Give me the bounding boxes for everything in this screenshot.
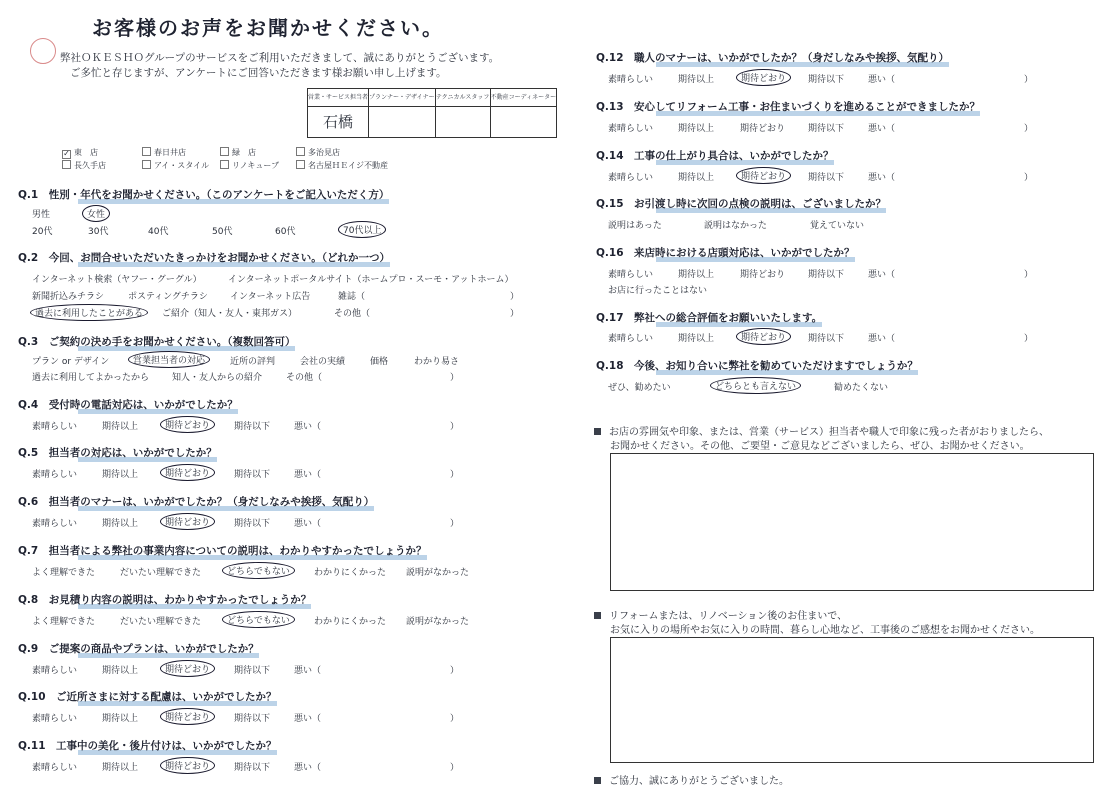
q4-option-as-expected[interactable]: 期待どおり [160,416,215,433]
q5-option-above[interactable]: 期待以上 [102,470,139,480]
q3-option-clarity[interactable]: わかり易さ [414,357,460,367]
checkbox-icon [142,160,151,169]
q2-option-other[interactable]: その他（ [334,309,371,319]
q14-option-excellent[interactable]: 素晴らしい [608,173,654,183]
store-midori[interactable]: 緑 店 [220,147,256,158]
staff-value-sales[interactable]: 石橋 [308,107,369,138]
q15-option-not-explained[interactable]: 説明はなかった [704,221,768,231]
q18-option-recommend[interactable]: ぜひ、勧めたい [608,383,671,393]
q1-question: Q.1 性別・年代をお聞かせください。（このアンケートをご記入いただく方） [18,187,389,204]
q9-option-as-expected[interactable]: 期待どおり [160,660,215,677]
q13-option-above[interactable]: 期待以上 [678,124,715,134]
checkbox-icon [296,160,305,169]
q6-option-bad[interactable]: 悪い（ [294,519,322,529]
page-title: お客様のお声をお聞かせください。 [92,16,444,40]
store-higashi[interactable]: ✓ 東 店 [63,148,98,158]
intro-line-2: ご多忙と存じますが、アンケートにご回答いただきます様お願い申し上げます。 [70,67,447,79]
q6-option-above[interactable]: 期待以上 [102,519,139,529]
q10-option-bad[interactable]: 悪い（ [294,714,322,724]
q2-magazine-close: ） [510,292,520,302]
q14-option-above[interactable]: 期待以上 [678,173,715,183]
q14-option-bad[interactable]: 悪い（ [868,173,896,183]
store-nagoya-realestate[interactable]: 名古屋ＨＥイジ不動産 [296,160,388,171]
q3-option-reputation[interactable]: 近所の評判 [230,357,276,367]
q8-option-none[interactable]: 説明がなかった [406,617,470,627]
q12-bad-close: ） [1024,75,1034,85]
q12-option-bad[interactable]: 悪い（ [868,75,896,85]
q17-option-bad[interactable]: 悪い（ [868,334,896,344]
checkbox-icon [220,147,229,156]
q6-bad-close: ） [450,519,460,529]
q13-question: Q.13 安心してリフォーム工事・お住まいづくりを進めることができましたか？ [596,99,980,116]
q14-option-as-expected[interactable]: 期待どおり [736,167,791,184]
q2-option-search[interactable]: インターネット検索（ヤフー・グーグル） [32,275,202,285]
q17-question: Q.17 弊社への総合評価をお願いいたします。 [596,310,822,327]
q1-option-50s[interactable]: 50代 [212,227,233,237]
q2-option-past-use[interactable]: 過去に利用したことがある [30,304,148,321]
q6-option-excellent[interactable]: 素晴らしい [32,519,78,529]
q1-option-30s[interactable]: 30代 [88,227,109,237]
q10-option-as-expected[interactable]: 期待どおり [160,708,215,725]
q11-option-bad[interactable]: 悪い（ [294,763,322,773]
q1-option-male[interactable]: 男性 [32,210,51,220]
q3-option-plan-design[interactable]: プラン or デザイン [32,357,110,367]
q4-option-below[interactable]: 期待以下 [234,422,271,432]
q2-option-portal[interactable]: インターネットポータルサイト（ホームプロ・スーモ・アットホーム） [228,275,514,285]
q9-bad-close: ） [450,666,460,676]
q8-question: Q.8 お見積り内容の説明は、わかりやすかったでしょうか？ [18,592,311,609]
q6-option-as-expected[interactable]: 期待どおり [160,513,215,530]
q17-option-below[interactable]: 期待以下 [808,334,845,344]
comment2-prompt-line2: お気に入りの場所やお気に入りの時間、暮らし心地など、工事後のご感想をお聞かせください。 [610,625,1040,636]
q10-option-below[interactable]: 期待以下 [234,714,271,724]
q12-option-excellent[interactable]: 素晴らしい [608,75,654,85]
q12-question: Q.12 職人のマナーは、いかがでしたか？（身だしなみや挨拶、気配り） [596,50,949,67]
q2-option-posting[interactable]: ポスティングチラシ [128,292,208,302]
staff-header-sales: 営業・サービス担当者 [308,89,369,107]
q13-option-as-expected[interactable]: 期待どおり [740,124,786,134]
comment2-answer-box[interactable] [610,637,1094,763]
q9-option-bad[interactable]: 悪い（ [294,666,322,676]
q5-question: Q.5 担当者の対応は、いかがでしたか？ [18,445,217,462]
q2-option-newspaper[interactable]: 新聞折込みチラシ [32,292,105,302]
q2-option-web-ad[interactable]: インターネット広告 [230,292,311,302]
checkbox-checked-icon: ✓ [63,149,70,158]
q8-option-unclear[interactable]: わかりにくかった [314,617,387,627]
comment2-prompt-line1: リフォームまたは、リノベーション後のお住まいで、 [594,607,847,622]
checkbox-icon [142,147,151,156]
square-bullet-icon [594,428,601,435]
q16-option-above[interactable]: 期待以上 [678,270,715,280]
q11-option-above[interactable]: 期待以上 [102,763,139,773]
q5-option-excellent[interactable]: 素晴らしい [32,470,78,480]
q2-other-close: ） [510,309,520,319]
q7-option-understood[interactable]: よく理解できた [32,568,96,578]
checkbox-icon [62,160,71,169]
store-stamp-icon [30,38,56,64]
q18-option-not-recommend[interactable]: 勧めたくない [834,383,889,393]
staff-value-technical[interactable] [435,107,490,138]
q1-option-60s[interactable]: 60代 [275,227,296,237]
q3-other-close: ） [450,373,460,383]
q18-option-neutral[interactable]: どちらとも言えない [710,377,801,394]
q11-option-as-expected[interactable]: 期待どおり [160,757,215,774]
q4-question: Q.4 受付時の電話対応は、いかがでしたか？ [18,397,238,414]
q3-option-other[interactable]: その他（ [286,373,323,383]
q4-option-bad[interactable]: 悪い（ [294,422,322,432]
store-tajimi[interactable]: 多治見店 [296,147,340,158]
q16-option-below[interactable]: 期待以下 [808,270,845,280]
q14-option-below[interactable]: 期待以下 [808,173,845,183]
checkbox-icon [220,160,229,169]
q6-option-below[interactable]: 期待以下 [234,519,271,529]
q10-option-excellent[interactable]: 素晴らしい [32,714,78,724]
q10-option-above[interactable]: 期待以上 [102,714,139,724]
q7-option-unclear[interactable]: わかりにくかった [314,568,387,578]
comment1-prompt-line2: お聞かせください。その他、ご要望・ご意見などございましたら、ぜひ、お聞かせください。 [610,441,1030,452]
q16-option-as-expected[interactable]: 期待どおり [740,270,786,280]
q5-option-below[interactable]: 期待以下 [234,470,271,480]
q17-bad-close: ） [1024,334,1034,344]
q4-option-excellent[interactable]: 素晴らしい [32,422,78,432]
q10-question: Q.10 ご近所さまに対する配慮は、いかがでしたか？ [18,689,277,706]
q13-bad-close: ） [1024,124,1034,134]
q7-question: Q.7 担当者による弊社の事業内容についての説明は、わかりやすかったでしょうか？ [18,543,427,560]
q16-bad-close: ） [1024,270,1034,280]
staff-value-realestate[interactable] [490,107,557,138]
q15-option-explained[interactable]: 説明はあった [608,221,662,231]
q13-option-bad[interactable]: 悪い（ [868,124,896,134]
q17-option-excellent[interactable]: 素晴らしい [608,334,654,344]
checkbox-icon [296,147,305,156]
q16-option-excellent[interactable]: 素晴らしい [608,270,654,280]
q11-option-below[interactable]: 期待以下 [234,763,271,773]
square-bullet-icon [594,777,601,784]
q4-bad-close: ） [450,422,460,432]
q16-option-bad[interactable]: 悪い（ [868,270,896,280]
q13-option-below[interactable]: 期待以下 [808,124,845,134]
q3-option-sales-staff[interactable]: 営業担当者の対応 [128,351,210,368]
q15-option-dont-remember[interactable]: 覚えていない [810,221,865,231]
q12-option-below[interactable]: 期待以下 [808,75,845,85]
q10-bad-close: ） [450,714,460,724]
staff-header-planner: プランナー・デザイナー [369,89,436,107]
q16-question: Q.16 来店時における店頭対応は、いかがでしたか？ [596,245,855,262]
q6-question: Q.6 担当者のマナーは、いかがでしたか？（身だしなみや挨拶、気配り） [18,494,374,511]
q3-option-past-good[interactable]: 過去に利用してよかったから [32,373,150,383]
comment1-prompt-line1: お店の雰囲気や印象、または、営業（サービス）担当者や職人で印象に残った者がおりましたら、 [594,423,1049,438]
q2-option-referral[interactable]: ご紹介（知人・友人・東邦ガス） [162,309,298,319]
staff-header-realestate: 不動産コーディネーター [490,89,557,107]
q13-option-excellent[interactable]: 素晴らしい [608,124,654,134]
q8-option-understood[interactable]: よく理解できた [32,617,96,627]
q5-option-as-expected[interactable]: 期待どおり [160,464,215,481]
q3-option-friend-referral[interactable]: 知人・友人からの紹介 [172,373,263,383]
square-bullet-icon [594,612,601,619]
staff-table [307,88,557,138]
comment1-answer-box[interactable] [610,453,1094,591]
q1-option-20s[interactable]: 20代 [32,227,53,237]
thanks-note: ご協力、誠にありがとうございました。 [594,772,789,787]
q18-question: Q.18 今後、お知り合いに弊社を勧めていただけますでしょうか？ [596,358,918,375]
q11-bad-close: ） [450,763,460,773]
q16-option-never-visited[interactable]: お店に行ったことはない [608,286,708,296]
q1-option-70s[interactable]: 70代以上 [338,221,386,238]
q8-option-neutral[interactable]: どちらでもない [222,611,295,628]
q1-option-female[interactable]: 女性 [82,205,110,222]
q5-option-bad[interactable]: 悪い（ [294,470,322,480]
q11-question: Q.11 工事中の美化・後片付けは、いかがでしたか？ [18,738,277,755]
q1-option-40s[interactable]: 40代 [148,227,169,237]
store-nagakute[interactable]: 長久手店 [62,160,106,171]
q2-question: Q.2 今回、お問合せいただいたきっかけをお聞かせください。（どれか一つ） [18,250,390,267]
store-istyle[interactable]: アイ・スタイル [142,160,209,171]
q12-option-as-expected[interactable]: 期待どおり [736,69,791,86]
store-kasugai[interactable]: 春日井店 [142,147,186,158]
store-renocube[interactable]: リノキューブ [220,160,279,171]
intro-line-1: 弊社ＯＫＥＳＨＯグループのサービスをご利用いただきまして、誠にありがとうございます。 [60,52,500,64]
staff-header-technical: テクニカルスタッフ [435,89,490,107]
q12-option-above[interactable]: 期待以上 [678,75,715,85]
q14-bad-close: ） [1024,173,1034,183]
q3-question: Q.3 ご契約の決め手をお聞かせください。（複数回答可） [18,334,295,351]
q15-question: Q.15 お引渡し時に次回の点検の説明は、ございましたか？ [596,196,886,213]
q9-question: Q.9 ご提案の商品やプランは、いかがでしたか？ [18,641,259,658]
q17-option-above[interactable]: 期待以上 [678,334,715,344]
q5-bad-close: ） [450,470,460,480]
q4-option-above[interactable]: 期待以上 [102,422,139,432]
q8-option-mostly[interactable]: だいたい理解できた [120,617,202,627]
q9-option-above[interactable]: 期待以上 [102,666,139,676]
q14-question: Q.14 工事の仕上がり具合は、いかがでしたか？ [596,148,834,165]
q7-option-neutral[interactable]: どちらでもない [222,562,295,579]
q11-option-excellent[interactable]: 素晴らしい [32,763,78,773]
q7-option-none[interactable]: 説明がなかった [406,568,470,578]
q2-option-magazine[interactable]: 雑誌（ [338,292,366,302]
staff-value-planner[interactable] [369,107,436,138]
q3-option-price[interactable]: 価格 [370,357,389,367]
q7-option-mostly[interactable]: だいたい理解できた [120,568,202,578]
q9-option-excellent[interactable]: 素晴らしい [32,666,78,676]
q9-option-below[interactable]: 期待以下 [234,666,271,676]
q3-option-track-record[interactable]: 会社の実績 [300,357,346,367]
q17-option-as-expected[interactable]: 期待どおり [736,328,791,345]
